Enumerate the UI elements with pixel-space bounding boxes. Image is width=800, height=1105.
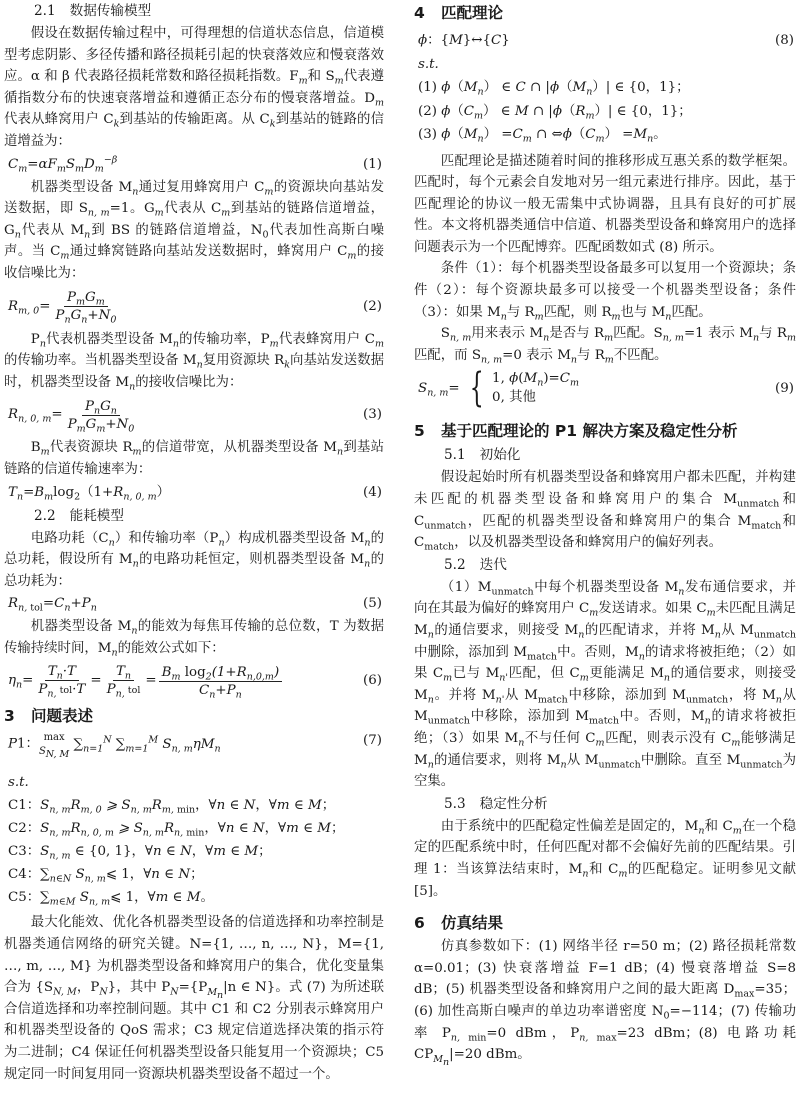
right-column [414, 0, 796, 1066]
section-2-1-heading: 2.1 数据传输模型 [34, 3, 152, 19]
paragraph: 仿真参数如下：(1) 网络半径 r=50 m；(2) 路径损耗常数 α=0.01；(3) 快衰落增益 F=1 dB；(4) 慢衰落增益 S=8 dB；(5) 机器类型设备和蜂窝用户之间的最大距离 $D_{max}=35$；(6) 加性高斯白噪声的单边功率谱密度 $N_0=-114$；(7) 传输功率 $P_{n,}$ $_{min}$=0 dBm，$P_{n,}$ $_{max}$=23 dBm；(8) 电路功耗 $CP_{M_n}|=20$ dBm。 [414, 939, 796, 1068]
paragraph: 条件（1）：每个机器类型设备最多可以复用一个资源块；条件（2）：每个资源块最多可以接受一个机器类型设备；条件（3）：如果 $M_n$与 $R_m$匹配，则 $R_m$也与 $M_n$匹配。 [414, 261, 796, 323]
paragraph: 机器类型设备 $M_n$通过复用蜂窝用户 $C_m$的资源块向基站发送数据，即 $S_{n, m}=1$。$G_m$代表从 $C_m$到基站的链路信道增益，$G_n$代表从 $M_n$到 BS 的链路信道增益，$N_0$代表加性高斯白噪声。当 $C_m$通过蜂窝链路向基站发送数据时，蜂窝用户 $C_m$的接收信噪比为： [4, 179, 385, 281]
section-5-heading: 5 基于匹配理论的 P1 解决方案及稳定性分析 [414, 422, 738, 441]
constraint-c5: C5：$\sum_{m\in M}$ $S_{n, m}⩽$ 1，∀m ∈ M。 [8, 890, 214, 909]
equation-8: ϕ：{M}↔{C} (8) [418, 33, 794, 48]
equation-4: $T_n=B_m\log_2(1+R_{n, 0, m})$ (4) [8, 484, 382, 503]
matching-condition-1: (1) $\phi(M_n)$ ∈ C ∩ $|\phi(M_n)|$ ∈ {0，1}； [418, 80, 690, 98]
constraint-c1: C1：$S_{n, m}R_{m, 0}$ ⩾ $S_{n, m}R_{m,}$ $_{min}$，∀n ∈ N，∀m ∈ M； [8, 798, 336, 817]
section-3-heading: 3 问题表述 [4, 707, 94, 726]
section-2-2-heading: 2.2 能耗模型 [34, 507, 124, 524]
equation-2: $R_{m, 0}$ = $\frac{P_mG_m}{P_nG_n+N_0}$ (2) [8, 290, 382, 326]
equation-9: $S_{n, m}$ = { 1, $\phi(M_n)=C_m$ 0, 其他 (9) [418, 365, 794, 412]
section-5-1-heading: 5.1 初始化 [444, 447, 521, 464]
paragraph: 最大化能效、优化各机器类型设备的信道选择和功率控制是机器类通信网络的研究关键。N={1, …, n, …, N}，M={1, …, m, …, M} 为机器类型设备和蜂窝用户的集合，优化变量集合为 {$S_{N, M}$，$P_N$}，其中 $P_N=\{P_{M_n}|n$ ∈ N}。式 (7) 为所述联合信道选择和功率控制问题。其中 C1 和 C2 分别表示蜂窝用户和机器类型设备的 QoS 需求；C3 规定信道选择决策的指示符为二进制；C4 保证任何机器类型设备只能复用一个资源块；C5 规定同一时间复用同一资源块机器类型设备不超过一个。 [4, 915, 385, 1082]
constraint-c4: C4：$\sum_{n\in N}$ $S_{n, m}⩽$ 1，∀n ∈ N； [8, 867, 204, 886]
section-4-heading: 4 匹配理论 [414, 4, 504, 22]
paragraph: $(1)M_{unmatch}$中每个机器类型设备 $M_n$发布通信要求，并向在其最为偏好的蜂窝用户 $C_m$发送请求。如果 $C_m$未匹配且满足 $M_n$的通信要求，则接受 $M_n$的匹配请求，并将 $M_n$从 $M_{unmatch}$中删除，添加到 $M_{match}$中。否则，$M_n$的请求将被拒绝；（2）如果 $C_m$已与 $M_{n'}$匹配，但 $C_m$更能满足 $M_n$的通信要求，则接受 $M_n$。并将 $M_{n'}$从 $M_{match}$中移除，添加到 $M_{unmatch}$，将 $M_n$从 $M_{unmatch}$中移除，添加到 $M_{match}$中。否则，$M_n$的请求将被拒绝；（3）如果 $M_n$不与任何 $C_m$匹配，则表示没有 $C_m$能够满足 $M_n$的通信要求，则将 $M_n$从 $M_{unmatch}$中删除。直至 $M_{unmatch}$为空集。 [414, 579, 797, 790]
constraint-c2: C2：$S_{n, m}R_{n, 0, m}$ ⩾ $S_{n, m}R_{n,}$ $_{min}$，∀n ∈ N，∀m ∈ M； [8, 821, 345, 840]
paragraph: 电路功耗$(C_n)$和传输功率$(P_n)$构成机器类型设备 $M_n$的总功耗，假设所有 $M_n$的电路功耗恒定，则机器类型设备 $M_n$的总功耗为： [4, 530, 385, 589]
matching-condition-2: (2) $\phi(C_m)$ ∈ M ∩ $|\phi(R_m)|$ ∈ {0，1}； [418, 103, 692, 122]
left-column [4, 0, 384, 1085]
section-6-heading: 6 仿真结果 [414, 914, 504, 933]
paragraph: $B_m$代表资源块 $R_m$的信道带宽，从机器类型设备 $M_n$到基站链路的信道传输速率为： [4, 440, 385, 477]
subject-to: s.t. [8, 775, 29, 791]
matching-condition-3: (3) $\phi(M_n) =C_m$ ∩ $\Leftrightarrow\phi(C_m) =M_n$。 [418, 127, 667, 145]
paragraph: $P_n$代表机器类型设备 $M_n$的传输功率，$P_m$代表蜂窝用户 $C_m$的传输功率。当机器类型设备 $M_n$复用资源块 $R_k$向基站发送数据时，机器类型设备 $M_n$的接收信噪比为： [4, 331, 385, 393]
subject-to: s.t. [418, 57, 439, 72]
equation-3: $R_{n, 0, m}$ = $\frac{P_nG_n}{P_mG_m+N_0}$ (3) [8, 398, 382, 435]
paragraph: 假设在数据传输过程中，可得理想的信道状态信息，信道模型考虑阴影、多径传播和路径损耗引起的快衰落效应和慢衰落效应。α 和 β 代表路径损耗常数和路径损耗指数。$F_m$和 $S_m$代表遵循指数分布的快速衰落增益和遵循正态分布的慢衰落增益。$D_m$代表从蜂窝用户 $C_k$到基站的传输距离。从 $C_k$到基站的链路的信道增益为： [4, 26, 385, 149]
section-5-3-heading: 5.3 稳定性分析 [444, 795, 548, 812]
section-5-2-heading: 5.2 迭代 [444, 556, 507, 573]
constraint-c3: C3：$S_{n, m}$ ∈ {0, 1}，∀n ∈ N，∀m ∈ M； [8, 844, 272, 863]
paragraph: $S_{n, m}$用来表示 $M_n$是否与 $R_m$匹配。$S_{n, m}=1$ 表示 $M_n$与 $R_m$匹配，而 $S_{n, m}=0$ 表示 $M_n$与 $R_m$不匹配。 [414, 326, 796, 366]
paragraph: 机器类型设备 $M_n$的能效为每焦耳传输的总位数，T 为数据传输持续时间，$M_n$的能效公式如下： [4, 619, 385, 659]
paragraph: 假设起始时所有机器类型设备和蜂窝用户都未匹配，并构建未匹配的机器类型设备和蜂窝用户的集合 $M_{unmatch}$和 $C_{unmatch}$，匹配的机器类型设备和蜂窝用户的集合 $M_{match}$和 $C_{match}$，以及机器类型设备和蜂窝用户的偏好列表。 [414, 470, 797, 553]
paragraph: 由于系统中的匹配稳定性偏差是固定的，$M_n$和 $C_m$在一个稳定的匹配系统中时，任何匹配对都不会偏好先前的匹配结果。引理 1：当该算法结束时，$M_n$和 $C_m$的匹配稳定。证明参见文献 [5]。 [414, 818, 796, 899]
equation-6: $\eta_n$ = $\frac{T_n\cdot T}{P_{n,} tol\cdot T}$ = $\frac{T_n}{P_{n,} tol}$ = $\frac{B_m \log_2(1+R_{n,0,m})}{C_n+P_n}$ (6) [8, 664, 382, 701]
equation-7: P1： max $S_{N, M}$ $\sum_{n=1}^N$ $\sum_{m=1}^M$ $S_{n, m}\eta M_n$ (7) [8, 732, 382, 761]
paragraph: 匹配理论是描述随着时间的推移形成互惠关系的数学框架。匹配时，每个元素会自发地对另一组元素进行排序。因此，基于匹配理论的协议一般无需集中式协调器，且具有良好的可扩展性。本文将机器类通信中信道、机器类型设备和蜂窝用户的选择问题表示为一个匹配博弈。匹配函数如式 (8) 所示。 [414, 153, 796, 255]
equation-5: $R_{n,}$ $_{tol}=C_n+P_n$ (5) [8, 596, 382, 614]
equation-1: $C_m=\alpha F_mS_mD_m^{-\beta}$ (1) [8, 154, 382, 175]
